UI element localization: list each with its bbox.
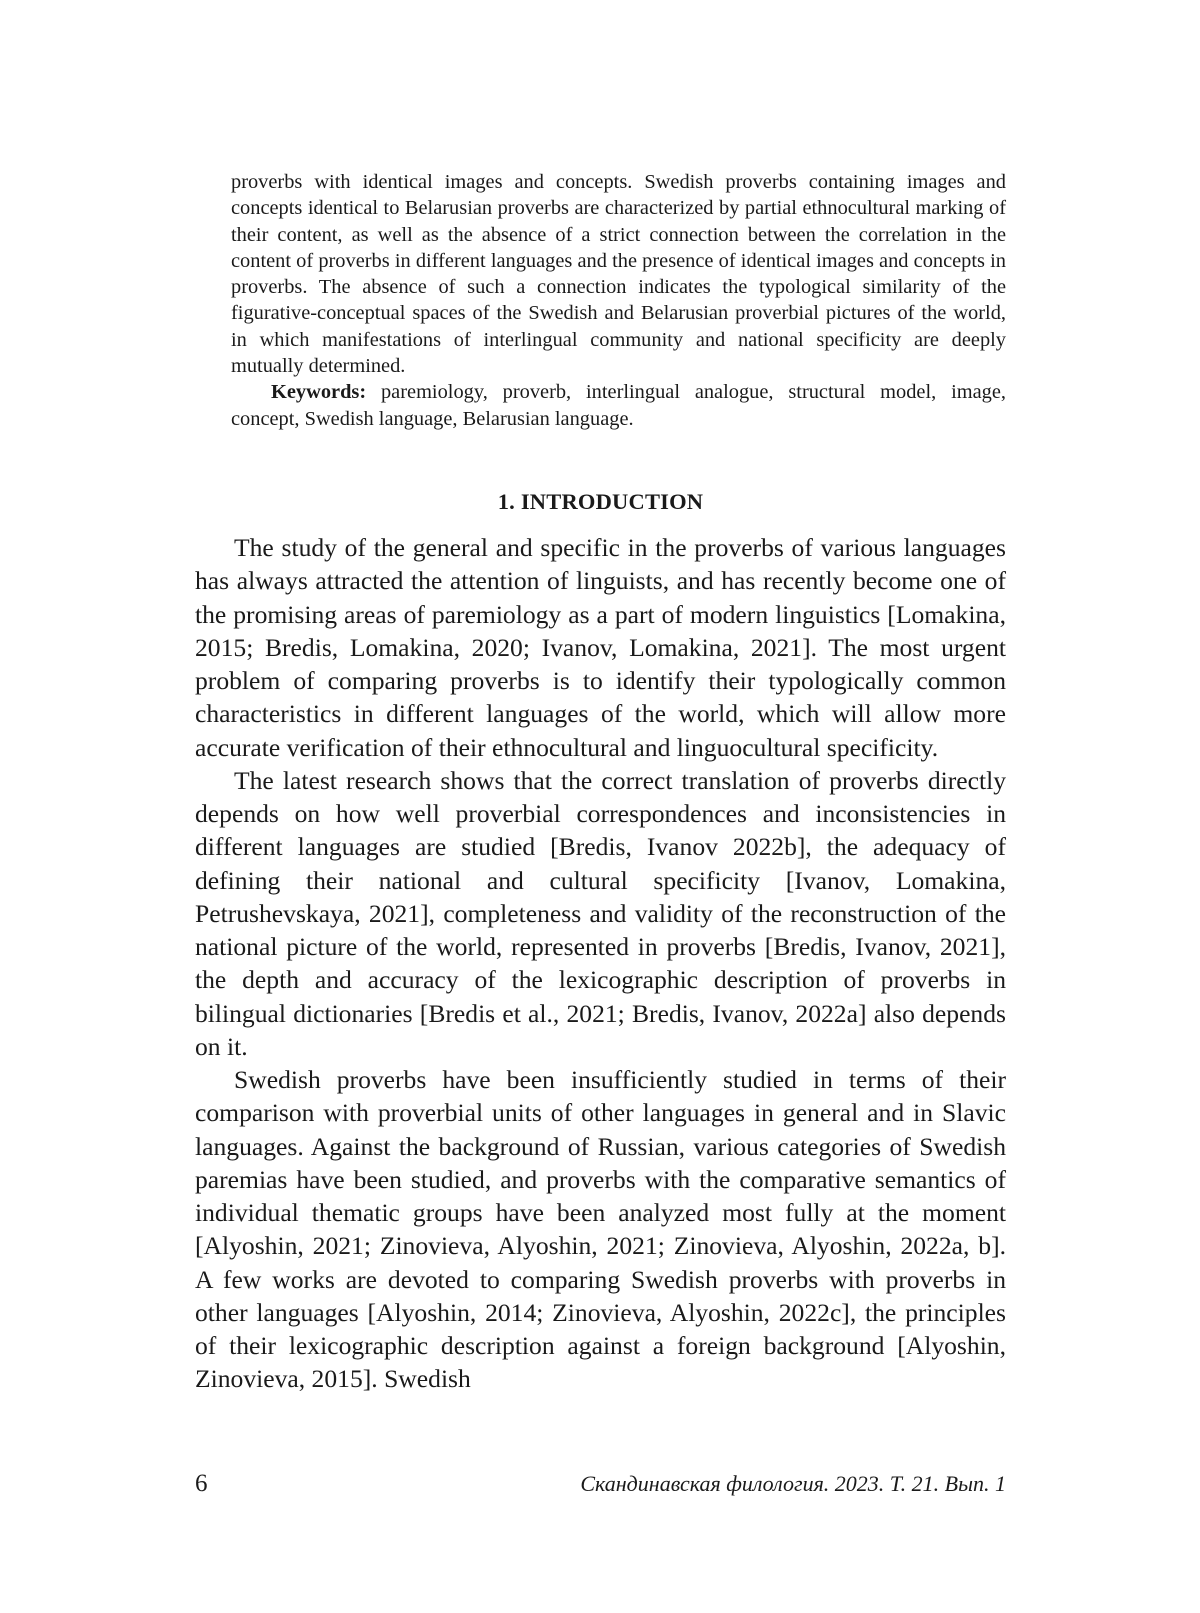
- section-heading: 1. INTRODUCTION: [497, 489, 704, 514]
- keywords-paragraph: [231, 379, 1006, 432]
- section-body: [195, 531, 1006, 1396]
- body-paragraph: The study of the general and specific in the proverbs of various languages has always attracted the attention of linguists, and has recently become one of the promising areas of paremiology as a part of modern linguistics [Lomakina, 2015; Bredis, Lomakina, 2020; Ivanov, Lomakina, 2021]. The most urgent problem of comparing proverbs is to identify their typologically common characteristics in different languages of the world, which will allow more accurate verification of their ethnocultural and linguocultural specificity.: [195, 533, 1006, 762]
- body-paragraph: The latest research shows that the correct translation of proverbs directly depends on how well proverbial correspondences and inconsistencies in different languages are studied [Bredis, Ivanov 2022b], the adequacy of defining their national and cultural specificity [Ivanov, Lomakina, Petrushevskaya, 2021], completeness and validity of the reconstruction of the national picture of the world, represented in proverbs [Bredis, Ivanov, 2021], the depth and accuracy of the lexicographic description of proverbs in bilingual dictionaries [Bredis et al., 2021; Bredis, Ivanov, 2022a] also depends on it.: [195, 765, 1006, 1061]
- abstract: [231, 169, 1006, 432]
- journal-footer: Скандинавская филология. 2023. Т. 21. Вып. 1: [580, 1471, 1006, 1496]
- keywords-text: paremiology, proverb, interlingual analogue, structural model, image, concept, Swedish language, Belarusian language.: [231, 381, 1006, 430]
- keywords-label: Keywords:: [271, 381, 367, 404]
- page-number: 6: [195, 1470, 208, 1497]
- body-paragraph: Swedish proverbs have been insufficiently studied in terms of their comparison with proverbial units of other languages in general and in Slavic languages. Against the background of Russian, various categories of Swedish paremias have been studied, and proverbs with the comparative semantics of individual thematic groups have been analyzed most fully at the moment [Alyoshin, 2021; Zinovieva, Alyoshin, 2021; Zinovieva, Alyoshin, 2022a, b]. A few works are devoted to comparing Swedish proverbs with proverbs in other languages [Alyoshin, 2014; Zinovieva, Alyoshin, 2022c], the principles of their lexicographic description against a foreign background [Alyoshin, Zinovieva, 2015]. Swedish: [195, 1065, 1006, 1394]
- abstract-text: proverbs with identical images and concepts. Swedish proverbs containing images and concepts identical to Belarusian proverbs are characterized by partial ethnocultural marking of their content, as well as the absence of a strict connection between the correlation in the content of proverbs in different languages and the presence of identical images and concepts in proverbs. The absence of such a connection indicates the typological similarity of the figurative-conceptual spaces of the Swedish and Belarusian proverbial pictures of the world, in which manifestations of interlingual community and national specificity are deeply mutually determined.: [231, 171, 1006, 378]
